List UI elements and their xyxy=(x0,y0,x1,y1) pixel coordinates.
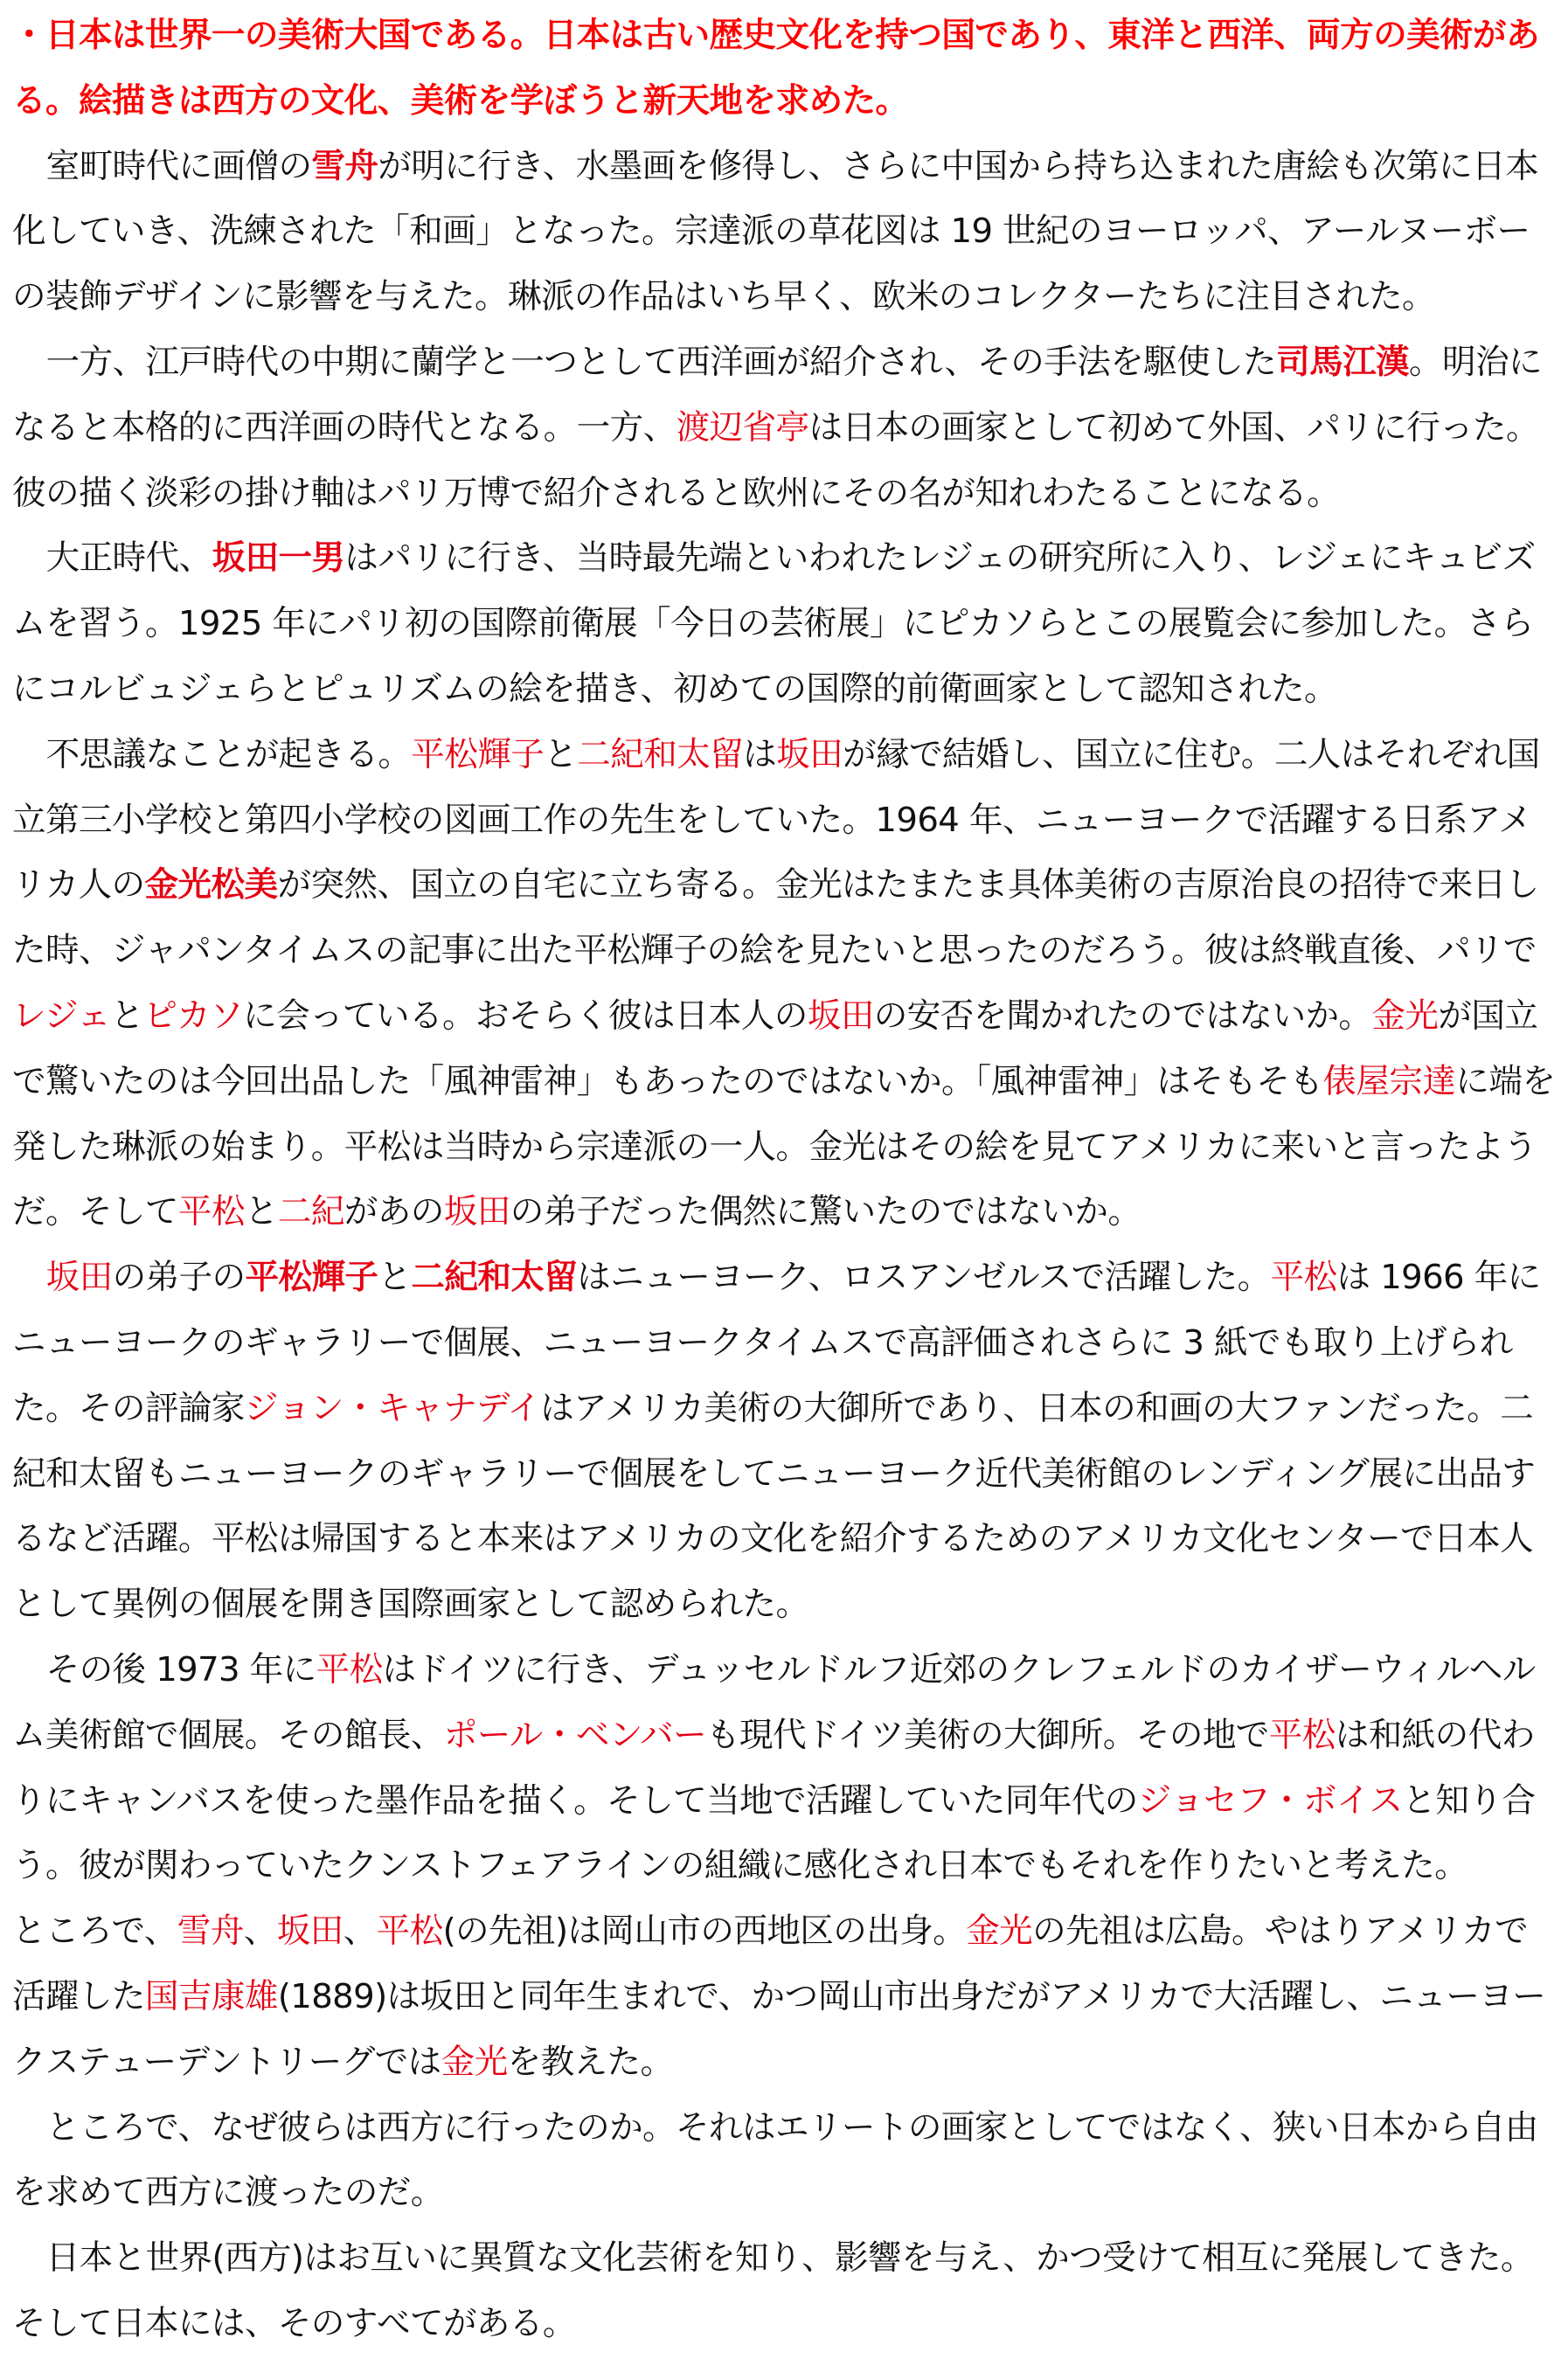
highlighted-name: 平松 xyxy=(177,1192,245,1232)
text-run: が突然、国立の自宅に立ち寄る。金光はたまたま具体美術の吉原治良の招待で来日した時、ジャパンタイムスの記事に出た平松輝子の絵を見たいと思ったのだろう。彼は終戦直後、パリで xyxy=(12,865,1539,971)
text-run: を教えた。 xyxy=(507,2042,674,2082)
text-run: は xyxy=(743,734,777,774)
highlighted-name: 二紀和太留 xyxy=(411,1258,578,1298)
text-run: はアメリカ美術の大御所であり、日本の和画の大ファンだった。二紀和太留もニューヨークのギャラリーで個展をしてニューヨーク近代美術館のレンディング展に出品するなど活躍。平松は帰国すると本来はアメリカの文化を紹介するためのアメリカ文化センターで日本人として異例の個展を開き国際画家として認められた。 xyxy=(12,1388,1536,1625)
highlighted-name: 金光 xyxy=(966,1911,1033,1952)
highlighted-name: 金光 xyxy=(441,2042,508,2082)
body-paragraph xyxy=(12,330,1559,526)
text-run: その後 1973 年に xyxy=(45,1649,316,1689)
text-run: はドイツに行き、デュッセルドルフ近郊のクレフェルドのカイザーウィルヘルム美術館で個展。その館長、 xyxy=(12,1649,1536,1755)
highlighted-name: 平松 xyxy=(1270,1258,1337,1298)
highlighted-name: 俵屋宗達 xyxy=(1322,1061,1456,1101)
highlighted-name: 坂田 xyxy=(45,1258,113,1298)
text-run: ところで、なぜ彼らは西方に行ったのか。それはエリートの画家としてではなく、狭い日本から自由を求めて西方に渡ったのだ。 xyxy=(12,2107,1538,2213)
highlighted-name: 金光 xyxy=(1371,996,1439,1036)
highlighted-name: 坂田一男 xyxy=(212,538,345,579)
text-run: 。明治になると本格的に西洋画の時代となる。一方、 xyxy=(12,342,1542,448)
text-run: の先祖は広島。やはりアメリカで活躍した xyxy=(12,1911,1529,2016)
text-run: と知り合う。彼が関わっていたクンストフェアラインの組織に感化され日本でもそれを作りたいと考えた。 xyxy=(12,1780,1536,1886)
text-run: が明に行き、水墨画を修得し、さらに中国から持ち込まれた唐絵も次第に日本化していき、洗練された「和画」となった。宗達派の草花図は 19 世紀のヨーロッパ、アールヌーボーの装飾デザインに影響を与えた。琳派の作品はいち早く、欧米のコレクターたちに注目された。 xyxy=(12,146,1539,317)
highlighted-name: ジョン・キャナデイ xyxy=(244,1388,541,1428)
highlighted-name: 平松輝子 xyxy=(411,734,545,774)
text-run: と xyxy=(110,996,144,1036)
text-run: 一方、江戸時代の中期に蘭学と一つとして西洋画が紹介され、その手法を駆使した xyxy=(45,342,1277,382)
text-run: ・日本は世界一の美術大国である。日本は古い歴史文化を持つ国であり、東洋と西洋、両方の美術がある。絵描きは西方の文化、美術を学ぼうと新天地を求めた。 xyxy=(12,16,1539,121)
highlighted-name: 雪舟 xyxy=(177,1911,244,1952)
text-run: 不思議なことが起きる。 xyxy=(45,734,412,774)
text-run: は 1966 年にニューヨークのギャラリーで個展、ニューヨークタイムスで高評価されさらに 3 紙でも取り上げられた。その評論家 xyxy=(12,1258,1541,1428)
highlighted-name: 国吉康雄 xyxy=(144,1976,278,2016)
text-run: (1889)は坂田と同年生まれで、かつ岡山市出身だがアメリカで大活躍し、ニューヨークステューデントリーグでは xyxy=(12,1976,1546,2082)
text-run: は和紙の代わりにキャンバスを使った墨作品を描く。そして当地で活躍していた同年代の xyxy=(12,1715,1535,1821)
highlighted-name: 平松 xyxy=(316,1649,383,1689)
body-paragraph xyxy=(12,1245,1559,1638)
highlighted-name: 平松 xyxy=(1268,1715,1336,1755)
text-run: が縁で結婚し、国立に住む。二人はそれぞれ国立第三小学校と第四小学校の図画工作の先生をしていた。1964 年、ニューヨークで活躍する日系アメリカ人の xyxy=(12,734,1540,905)
body-paragraph xyxy=(12,2096,1559,2227)
text-run: ところで、 xyxy=(12,1911,177,1952)
highlighted-name: 司馬江漢 xyxy=(1276,342,1410,382)
text-run: の弟子だった偶然に驚いたのではないか。 xyxy=(510,1192,1141,1232)
text-run: 日本と世界(西方)はお互いに異質な文化芸術を知り、影響を与え、かつ受けて相互に発展してきた。そして日本には、そのすべてがある。 xyxy=(12,2238,1534,2343)
body-paragraph xyxy=(12,1899,1559,2095)
text-run: はパリに行き、当時最先端といわれたレジェの研究所に入り、レジェにキュビズムを習う。1925 年にパリ初の国際前衛展「今日の芸術展」にピカソらとこの展覧会に参加した。さらにコルビュジェらとピュリズムの絵を描き、初めての国際的前衛画家として認知された。 xyxy=(12,538,1536,709)
text-run: と xyxy=(544,734,578,774)
text-run: 大正時代、 xyxy=(45,538,212,579)
text-run: と xyxy=(378,1258,412,1298)
text-run: に会っている。おそらく彼は日本人の xyxy=(243,996,808,1036)
highlighted-name: 坂田 xyxy=(807,996,874,1036)
body-paragraph xyxy=(12,723,1559,1245)
highlighted-name: 平松 xyxy=(376,1911,443,1952)
highlighted-name: 坂田 xyxy=(443,1192,510,1232)
text-run: も現代ドイツ美術の大御所。その地で xyxy=(706,1715,1269,1755)
text-run: があの xyxy=(343,1192,444,1232)
highlighted-name: 平松輝子 xyxy=(245,1258,378,1298)
text-run: 、 xyxy=(343,1911,377,1952)
body-paragraph xyxy=(12,2226,1559,2357)
document-body xyxy=(12,3,1559,2357)
body-paragraph xyxy=(12,135,1559,330)
text-run: の弟子の xyxy=(112,1258,246,1298)
highlighted-name: 雪舟 xyxy=(311,146,378,186)
lead-paragraph xyxy=(12,3,1559,135)
highlighted-name: レジェ xyxy=(12,996,111,1036)
highlighted-name: 金光松美 xyxy=(144,865,278,905)
text-run: は日本の画家として初めて外国、パリに行った。彼の描く淡彩の掛け軸はパリ万博で紹介されると欧州にその名が知れわたることになる。 xyxy=(12,407,1540,513)
highlighted-name: 渡辺省亭 xyxy=(676,407,809,448)
text-run: が国立で驚いたのは今回出品した「風神雷神」もあったのではないか。「風神雷神」はそもそも xyxy=(12,996,1538,1101)
highlighted-name: 二紀 xyxy=(277,1192,344,1232)
highlighted-name: ジョセフ・ボイス xyxy=(1137,1780,1403,1821)
text-run: と xyxy=(244,1192,278,1232)
highlighted-name: 二紀和太留 xyxy=(577,734,744,774)
body-paragraph xyxy=(12,526,1559,722)
body-paragraph xyxy=(12,1638,1559,1899)
text-run: 、 xyxy=(243,1911,277,1952)
text-run: に端を発した琳派の始まり。平松は当時から宗達派の一人。金光はその絵を見てアメリカに来いと言ったようだ。そして xyxy=(12,1061,1556,1232)
highlighted-name: ピカソ xyxy=(143,996,244,1036)
highlighted-name: ポール・ベンバー xyxy=(443,1715,707,1755)
highlighted-name: 坂田 xyxy=(776,734,843,774)
text-run: (の先祖)は岡山市の西地区の出身。 xyxy=(442,1911,967,1952)
highlighted-name: 坂田 xyxy=(276,1911,343,1952)
text-run: はニューヨーク、ロスアンゼルスで活躍した。 xyxy=(577,1258,1271,1298)
text-run: 室町時代に画僧の xyxy=(45,146,312,186)
text-run: の安否を聞かれたのではないか。 xyxy=(873,996,1372,1036)
